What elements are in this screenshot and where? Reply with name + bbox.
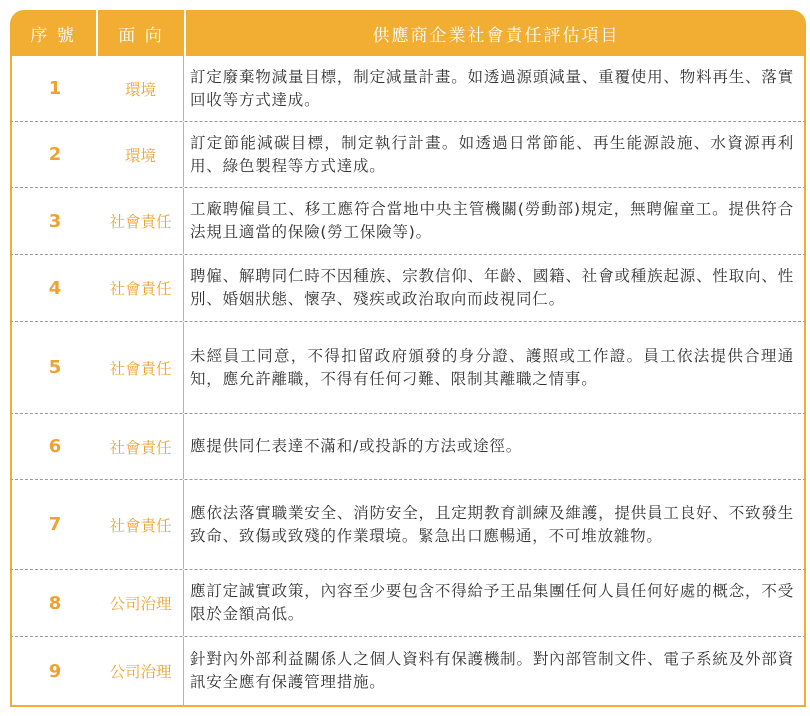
- header-serial-number: 序 號: [10, 10, 98, 56]
- row-number: 9: [48, 660, 62, 682]
- row-item-text: 訂定節能減碳目標，制定執行計畫。如透過日常節能、再生能源設施、水資源再利用、綠色製程等方式達成。: [190, 133, 794, 175]
- table-row: [10, 188, 806, 255]
- row-item-text: 針對內外部利益關係人之個人資料有保護機制。對內部管制文件、電子系統及外部資訊安全應有保護管理措施。: [190, 650, 794, 691]
- row-number: 5: [48, 357, 62, 378]
- table-row: [10, 56, 806, 122]
- row-aspect: 社會責任: [98, 414, 184, 479]
- row-aspect: 社會責任: [98, 480, 184, 569]
- row-item-text: 應提供同仁表達不滿和/或投訴的方法或途徑。: [190, 437, 523, 455]
- row-item-text: 工廠聘僱員工、移工應符合當地中央主管機關(勞動部)規定，無聘僱童工。提供符合法規且適當的保險(勞工保險等)。: [190, 200, 794, 241]
- row-item-text: 應訂定誠實政策，內容至少要包含不得給予王品集團任何人員任何好處的概念，不受限於金額高低。: [190, 582, 794, 623]
- table-row: [10, 255, 806, 322]
- row-number: 2: [48, 144, 62, 165]
- table-row: [10, 322, 806, 414]
- row-number: 8: [48, 592, 62, 614]
- row-aspect: 環境: [98, 56, 184, 121]
- row-number: 1: [48, 78, 62, 99]
- row-item-text: 聘僱、解聘同仁時不因種族、宗教信仰、年齡、國籍、社會或種族起源、性取向、性別、婚姻狀態、懷孕、殘疾或政治取向而歧視同仁。: [190, 267, 794, 308]
- table-header: [10, 10, 806, 56]
- row-aspect: 環境: [98, 122, 184, 187]
- row-aspect: 社會責任: [98, 322, 184, 413]
- table-row: [10, 122, 806, 188]
- table-row: [10, 414, 806, 480]
- table-row: [10, 637, 806, 707]
- row-number: 7: [48, 514, 62, 535]
- row-aspect: 社會責任: [98, 188, 184, 254]
- row-item-text: 應依法落實職業安全、消防安全，且定期教育訓練及維護，提供員工良好、不致發生致命、致傷或致殘的作業環境。緊急出口應暢通，不可堆放雜物。: [190, 503, 794, 545]
- table-row: [10, 570, 806, 637]
- row-number: 6: [48, 436, 62, 457]
- table-row: [10, 480, 806, 570]
- row-aspect: 公司治理: [98, 637, 184, 705]
- header-assessment-item: 供應商企業社會責任評估項目: [372, 25, 620, 46]
- row-number: 3: [48, 210, 62, 232]
- csr-assessment-table: [10, 10, 806, 707]
- header-aspect: 面 向: [98, 10, 186, 56]
- row-item-text: 未經員工同意，不得扣留政府頒發的身分證、護照或工作證。員工依法提供合理通知，應允許離職，不得有任何刁難、限制其離職之情事。: [190, 346, 794, 388]
- row-number: 4: [48, 277, 62, 299]
- row-aspect: 公司治理: [98, 570, 184, 636]
- row-aspect: 社會責任: [98, 255, 184, 321]
- row-item-text: 訂定廢棄物減量目標，制定減量計畫。如透過源頭減量、重覆使用、物料再生、落實回收等方式達成。: [190, 67, 794, 109]
